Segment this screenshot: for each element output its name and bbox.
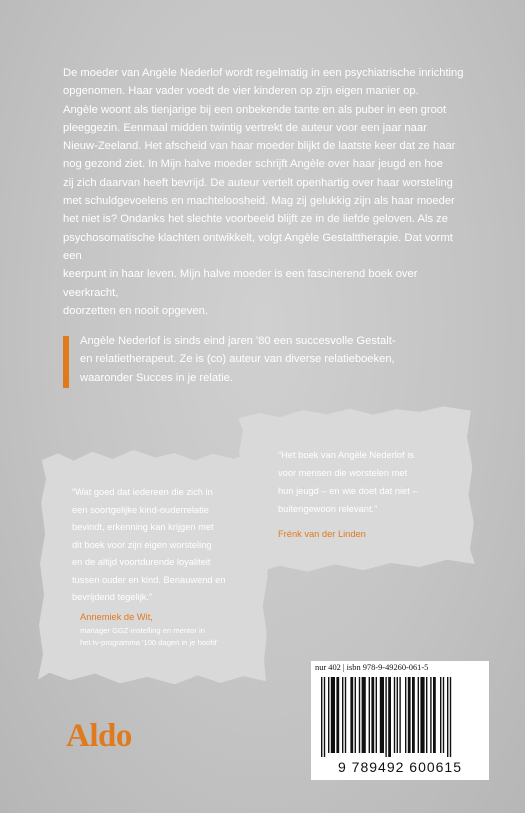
barcode-bar: [324, 677, 325, 757]
isbn-barcode: [311, 661, 489, 780]
barcode-bars: [321, 677, 479, 757]
barcode-bar: [359, 677, 360, 753]
barcode-bar: [350, 677, 353, 753]
barcode-bar: [397, 677, 398, 753]
quote-right-author: Frénk van der Linden: [278, 529, 366, 539]
blurb-line: zij zich daarvan heeft bevrijd. De auteur vertelt openhartig over haar worsteling: [63, 176, 453, 189]
barcode-bar: [371, 677, 374, 753]
quote-line: buitengewoon relevant.”: [278, 504, 378, 514]
quote-line: en de altijd voortdurende loyaliteit: [72, 557, 211, 567]
quote-left-author: Annemiek de Wit,: [80, 612, 153, 622]
quote-line: bevrijdend tegelijk.”: [72, 592, 153, 602]
bio-line: en relatietherapeut. Ze is (co) auteur van diverse relatieboeken,: [80, 353, 395, 366]
barcode-bar: [447, 677, 448, 757]
quote-right: [278, 446, 458, 518]
barcode-bar: [331, 677, 335, 753]
blurb-line: Angèle woont als tienjarige bij een onbekende tante en als puber in een groot: [63, 103, 447, 116]
blurb-line: opgenomen. Haar vader voedt de vier kinderen op zijn eigen manier op.: [63, 85, 419, 98]
bio-line: waaronder Succes in je relatie.: [80, 371, 233, 384]
barcode-bar: [418, 677, 419, 753]
barcode-bar: [405, 677, 406, 753]
barcode-bar: [345, 677, 346, 753]
barcode-bar: [430, 677, 431, 753]
quote-line: “Wat goed dat iedereen die zich in: [72, 487, 213, 497]
blurb-line: psychosomatische klachten ontwikkelt, volgt Angèle Gestalttherapie. Dat vormt een: [63, 231, 453, 262]
barcode-bar: [342, 677, 343, 753]
isbn-text: nur 402 | isbn 978-9-49260-061-5: [315, 663, 429, 672]
barcode-bar: [426, 677, 427, 753]
barcode-bar: [385, 677, 386, 757]
barcode-bar: [394, 677, 395, 753]
barcode-bar: [443, 677, 444, 753]
bio-line: Angèle Nederlof is sinds eind jaren '80 een succesvolle Gestalt-: [80, 335, 396, 347]
role-line: het tv-programma '100 dagen in je hoofd': [80, 637, 218, 647]
barcode-bar: [376, 677, 377, 753]
barcode-bar: [408, 677, 411, 753]
role-line: manager GGZ-instelling en mentor in: [80, 626, 205, 635]
quote-line: dit boek voor zijn eigen worsteling: [72, 539, 212, 550]
blurb-line: De moeder van Angèle Nederlof wordt regelmatig in een psychiatrische inrichting: [63, 67, 464, 79]
barcode-bar: [412, 677, 415, 753]
blurb-line: Nieuw-Zeeland. Het afscheid van haar moeder blijkt de laatste keer dat ze haar: [63, 140, 456, 153]
blurb-line: nog gezond ziet. In Mijn halve moeder schrijft Angèle over haar jeugd en hoe: [63, 158, 443, 171]
blurb-line: pleeggezin. Eenmaal midden twintig vertrekt de auteur voor een jaar naar: [63, 121, 427, 134]
barcode-bar: [369, 677, 370, 753]
bio-accent-bar: [63, 336, 69, 388]
blurb-line: doorzetten en nooit opgeven.: [63, 304, 208, 317]
quote-line: voor mensen die worstelen met: [278, 468, 408, 478]
quote-line: tussen ouder en kind. Benauwend en: [72, 574, 226, 585]
barcode-bar: [336, 677, 339, 753]
barcode-bar: [450, 677, 451, 757]
blurb-line: keerpunt in haar leven. Mijn halve moeder is een fascinerend boek over veerkracht,: [63, 268, 418, 299]
author-bio: [80, 332, 410, 387]
barcode-bar: [355, 677, 356, 753]
barcode-bar: [440, 677, 441, 753]
quote-left: [72, 484, 258, 607]
blurb-text: [63, 64, 473, 320]
barcode-digits: 9 789492 600615: [338, 759, 462, 775]
barcode-bar: [321, 677, 322, 757]
quote-line: bevindt, erkenning kan krijgen met: [72, 522, 214, 532]
barcode-bar: [399, 677, 400, 753]
barcode-bar: [328, 677, 329, 753]
barcode-bar: [433, 677, 436, 753]
quote-line: “Het boek van Angèle Nederlof is: [278, 450, 414, 460]
barcode-bar: [380, 677, 384, 753]
quote-line: hun jeugd – en wie doet dat niet –: [278, 486, 418, 496]
quote-line: een soortgelijke kind-ouderrelatie: [72, 504, 209, 515]
blurb-line: het niet is? Ondanks het slechte voorbeeld blijft ze in de liefde geloven. Als ze: [63, 213, 448, 226]
barcode-bar: [420, 677, 424, 753]
quote-left-role: [80, 625, 258, 648]
barcode-bar: [362, 677, 366, 753]
barcode-bar: [388, 677, 391, 757]
blurb-line: met schuldgevoelens en machteloosheid. Mag zij gelukkig zijn als haar moeder: [63, 195, 455, 208]
publisher-logo: Aldo: [66, 718, 132, 754]
